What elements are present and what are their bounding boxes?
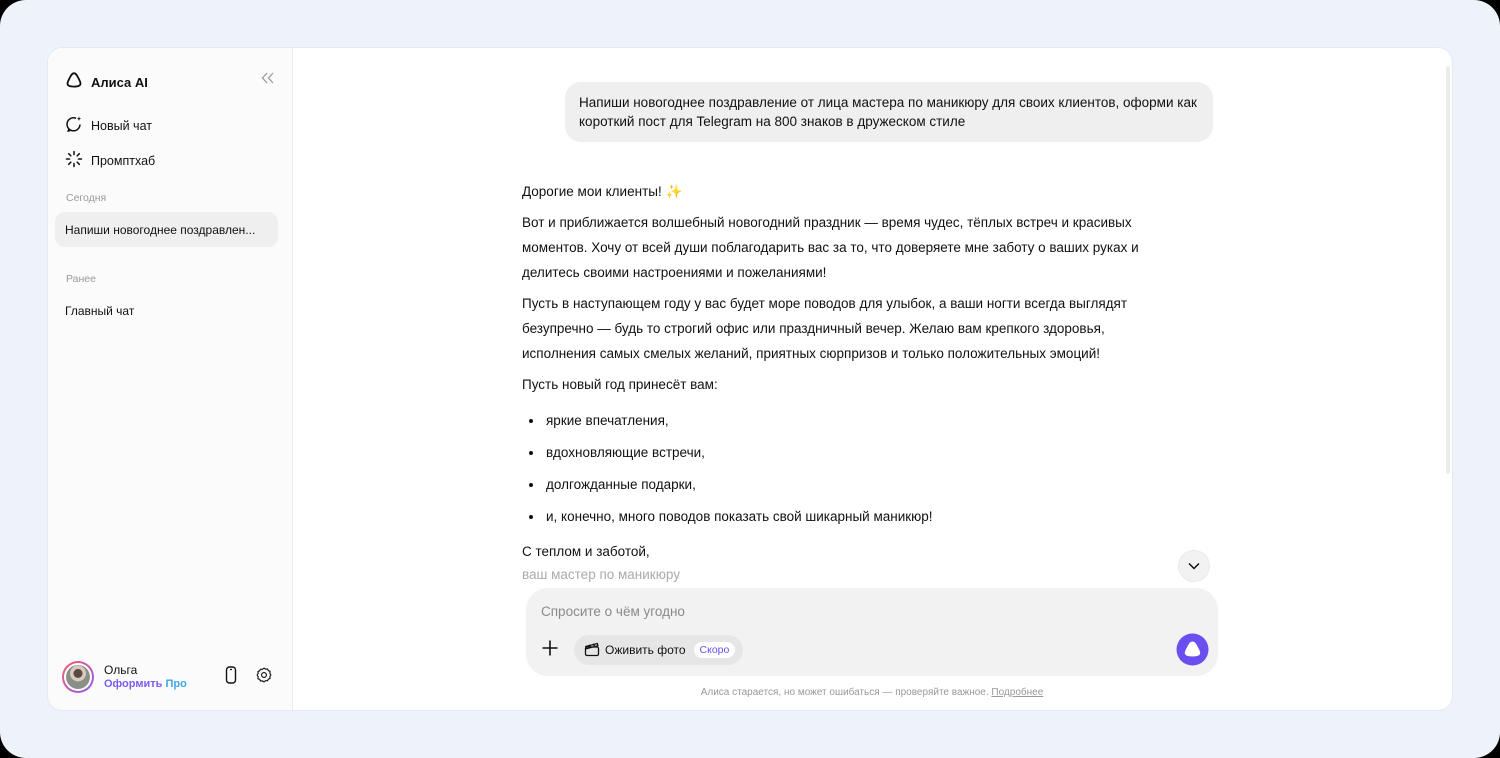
assistant-message xyxy=(522,179,1172,586)
collapse-sidebar-button[interactable] xyxy=(260,72,276,88)
alice-voice-button[interactable] xyxy=(1176,635,1209,668)
animate-photo-chip[interactable] xyxy=(574,635,743,665)
answer-paragraph: Пусть новый год принесёт вам: xyxy=(522,377,718,392)
brand[interactable] xyxy=(65,71,148,94)
prompthub-icon xyxy=(65,150,83,171)
section-label-earlier: Ранее xyxy=(66,273,96,285)
scrollbar[interactable] xyxy=(1446,66,1450,474)
sidebar-item-prompthub[interactable] xyxy=(65,150,155,171)
chat-history-title: Напиши новогоднее поздравлен... xyxy=(65,222,256,237)
sidebar xyxy=(48,48,293,710)
learn-more-link[interactable]: Подробнее xyxy=(991,687,1044,698)
list-item: и, конечно, много поводов показать свой шикарный маникюр! xyxy=(522,501,1172,533)
avatar-photo xyxy=(66,665,90,689)
sidebar-item-label: Промптхаб xyxy=(91,153,156,168)
message-composer xyxy=(526,588,1218,676)
chip-label: Оживить фото xyxy=(605,643,686,657)
double-chevron-left-icon xyxy=(261,71,275,89)
answer-signature: ваш мастер по маникюру xyxy=(522,567,680,582)
chat-area xyxy=(293,48,1452,710)
sidebar-item-new-chat[interactable] xyxy=(65,115,152,136)
chat-history-title: Главный чат xyxy=(65,303,135,318)
alice-icon xyxy=(1176,633,1209,671)
list-item: долгожданные подарки, xyxy=(522,469,1172,501)
list-item: яркие впечатления, xyxy=(522,405,1172,437)
sidebar-item-label: Новый чат xyxy=(91,118,152,133)
alice-logo-icon xyxy=(65,71,83,94)
user-name: Ольга xyxy=(104,663,138,677)
clapperboard-icon xyxy=(584,641,600,660)
chat-history-item[interactable] xyxy=(55,212,278,247)
list-item: вдохновляющие встречи, xyxy=(522,437,1172,469)
message-input[interactable] xyxy=(541,600,1141,622)
pro-label: Про xyxy=(165,678,187,690)
disclaimer xyxy=(526,687,1218,698)
answer-greeting xyxy=(522,179,1172,204)
user-message-text: Напиши новогоднее поздравление от лица мастера по маникюру для своих клиентов, оформи как короткий пост для Telegram на 800 знаков в дружеском стиле xyxy=(579,95,1197,129)
get-pro-label: Оформить xyxy=(104,678,163,690)
get-pro-link[interactable] xyxy=(104,677,187,691)
answer-signoff: С теплом и заботой, xyxy=(522,544,650,559)
mobile-app-button[interactable] xyxy=(221,667,241,687)
disclaimer-text: Алиса старается, но может ошибаться — проверяйте важное. xyxy=(700,687,989,698)
attach-button[interactable] xyxy=(540,640,560,660)
brand-name: Алиса AI xyxy=(91,75,148,90)
user-profile[interactable] xyxy=(62,661,187,693)
answer-paragraph: Пусть в наступающем году у вас будет море поводов для улыбок, а ваши ногти всегда выглядят безупречно — будь то строгий офис или праздничный вечер. Желаю вам крепкого здоровья, исполнения самых смелых желаний, приятных сюрпризов и только положительных эмоций! xyxy=(522,296,1128,361)
settings-button[interactable] xyxy=(254,667,274,687)
plus-icon xyxy=(541,639,559,662)
section-label-today: Сегодня xyxy=(66,192,107,204)
scroll-to-bottom-button[interactable] xyxy=(1178,550,1210,582)
phone-icon xyxy=(225,666,237,689)
avatar[interactable] xyxy=(62,661,94,693)
gear-icon xyxy=(255,666,273,689)
new-chat-icon xyxy=(65,115,83,136)
app-window xyxy=(48,48,1452,710)
chevron-down-icon xyxy=(1188,557,1200,575)
answer-paragraph: Вот и приближается волшебный новогодний праздник — время чудес, тёплых встреч и красивых моментов. Хочу от всей души поблагодарить вас за то, что доверяете мне заботу о ваших руках и делитесь своими настроениями и пожеланиями! xyxy=(522,215,1139,280)
greeting-text: Дорогие мои клиенты! xyxy=(522,184,662,199)
soon-badge: Скоро xyxy=(694,642,736,658)
chat-history-item[interactable] xyxy=(55,293,278,328)
answer-list xyxy=(522,405,1172,533)
sparkles-icon: ✨ xyxy=(665,184,683,199)
user-message-bubble xyxy=(565,82,1213,142)
